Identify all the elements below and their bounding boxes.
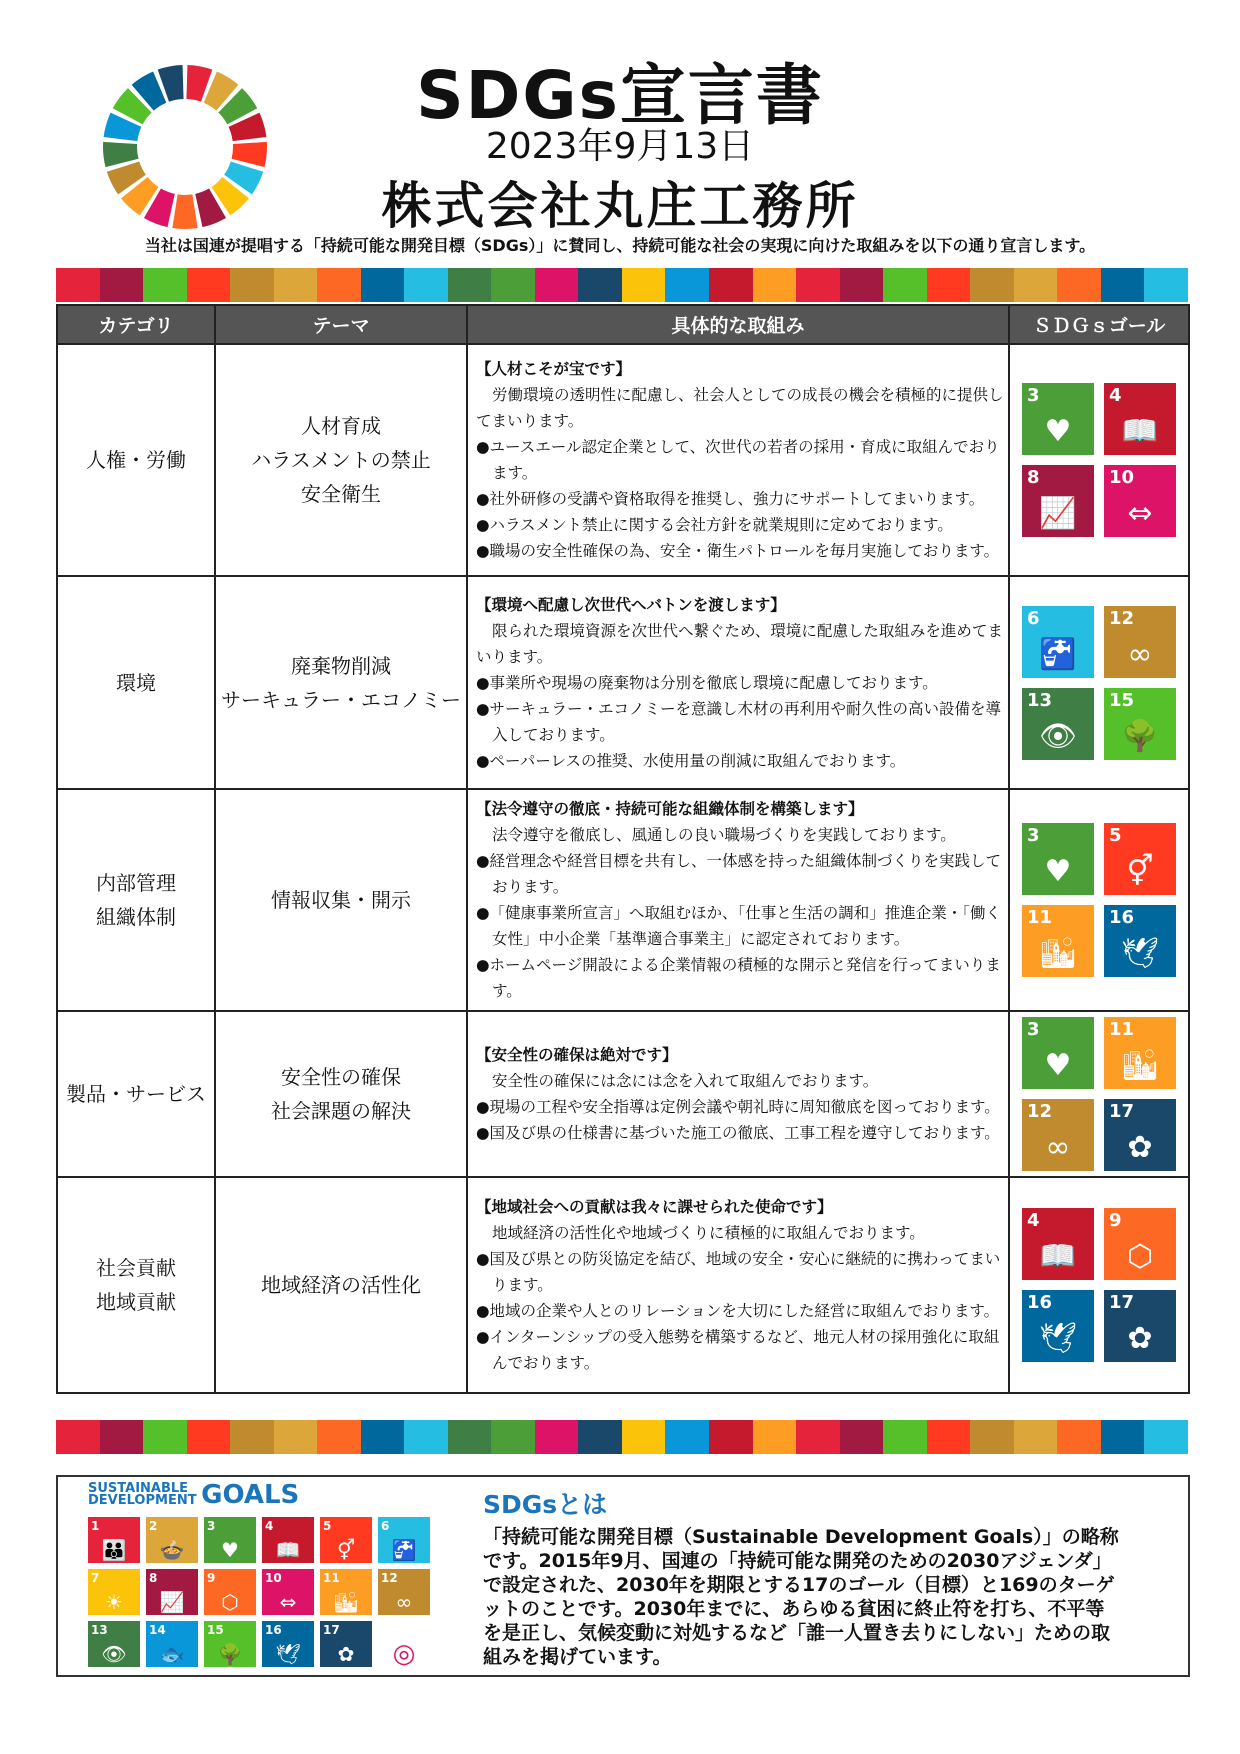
table-header-row <box>57 305 1189 344</box>
initiative-bullet: ●ペーパーレスの推奨、水使用量の削減に取組んでおります。 <box>476 751 906 770</box>
goals-cell <box>1009 576 1189 789</box>
sdg-goal-number: 10 <box>265 1571 282 1585</box>
initiative-bullet: ●職場の安全性確保の為、安全・衛生パトロールを毎月実施しております。 <box>476 542 1000 560</box>
stripe-block <box>796 268 840 302</box>
sdg-goal-15-icon <box>1104 688 1176 760</box>
sdg-goal-number: 15 <box>207 1623 224 1637</box>
sdg-goal-number: 6 <box>1027 607 1040 629</box>
sdg-goal-1-icon <box>88 1517 140 1563</box>
initiative-lead: 限られた環境資源を次世代へ繋ぐため、環境に配慮した取組みを進めてまいります。 <box>476 621 1003 666</box>
table-row <box>57 1011 1189 1177</box>
initiatives-cell <box>467 789 1009 1011</box>
sdg-goal-11-icon <box>1104 1017 1176 1089</box>
sdg-goal-number: 11 <box>323 1571 340 1585</box>
goal-icons <box>1011 1208 1187 1362</box>
stripe-block <box>709 1420 753 1454</box>
category-text: 人権・労働 <box>86 448 186 472</box>
sdg-goal-number: 9 <box>1109 1210 1122 1231</box>
sdg-goal-4-icon <box>1022 1208 1094 1280</box>
table-row <box>57 1177 1189 1393</box>
sdg-goal-11-icon <box>1022 905 1094 977</box>
sdg-goal-9-icon <box>1104 1208 1176 1280</box>
goal-icons <box>1011 823 1187 977</box>
initiative-heading: 【法令遵守の徹底・持続可能な組織体制を構築します】 <box>476 800 864 818</box>
company-name: 株式会社丸庄工務所 <box>381 177 859 235</box>
sdg-goal-number: 8 <box>1027 467 1040 488</box>
sdg-goal-symbol: 🐟 <box>159 1642 185 1666</box>
initiatives-cell <box>467 344 1009 576</box>
sdg-goal-10-icon <box>262 1569 314 1615</box>
stripe-block <box>1057 268 1101 302</box>
theme-cell <box>215 576 467 789</box>
stripe-block <box>56 268 100 302</box>
initiative-bullet: ●事業所や現場の廃棄物は分別を徹底し環境に配慮しております。 <box>476 673 938 692</box>
sdg-goal-symbol: ⇔ <box>279 1590 297 1614</box>
stripe-block <box>230 268 274 302</box>
stripe-block <box>883 268 927 302</box>
theme-text: サーキュラー・エコノミー <box>221 687 461 712</box>
category-cell <box>57 1011 215 1177</box>
stripe-block <box>187 1420 231 1454</box>
declaration-date: 2023年9月13日 <box>485 126 755 167</box>
stripe-block <box>1144 1420 1188 1454</box>
sdgs-body: 「持続可能な開発目標（Sustainable Development Goals）」の略称です。2015年9月、国連の「持続可能な開発のための2030アジェンダ」で設定された、2030年を期限とする17のゴール（目標）と169のターゲットのことです。2030年までに、あらゆる貧困に終止符を打ち、不平等を是正し、気候変動に対処するなど「誰一人置き去りにしない」ための取組みを掲げています。 <box>483 1526 1119 1668</box>
category-text: 組織体制 <box>96 905 176 929</box>
initiative-lead: 労働環境の透明性に配慮し、社会人としての成長の機会を積極的に提供してまいります。 <box>476 386 1004 430</box>
stripe-block <box>753 268 797 302</box>
stripe-block <box>578 1420 622 1454</box>
stripe-block <box>535 1420 579 1454</box>
goals-cell <box>1009 1177 1189 1393</box>
initiative-bullet: ●ホームページ開設による企業情報の積極的な開示と発信を行ってまいります。 <box>476 956 1001 1000</box>
stripe-block <box>230 1420 274 1454</box>
sdg-goal-number: 16 <box>265 1623 282 1637</box>
sdg-goal-4-icon <box>1104 383 1176 455</box>
stripe-block <box>883 1420 927 1454</box>
stripe-block <box>448 1420 492 1454</box>
stripe-block <box>100 268 144 302</box>
theme-text: 地域経済の活性化 <box>261 1273 421 1297</box>
sdg-goal-number: 7 <box>91 1571 100 1585</box>
sdg-goal-3-icon <box>1022 383 1094 455</box>
sdg-goal-number: 12 <box>1109 607 1135 629</box>
initiative-bullet: ●ハラスメント禁止に関する会社方針を就業規則に定めております。 <box>476 516 953 534</box>
sdg-goal-symbol: 👁 <box>101 1642 127 1666</box>
stripe-block <box>753 1420 797 1454</box>
initiative-lead: 地域経済の活性化や地域づくりに積極的に取組んでおります。 <box>492 1224 925 1242</box>
category-cell <box>57 789 215 1011</box>
sdg-goal-number: 1 <box>91 1519 100 1533</box>
sdg-goal-12-icon <box>378 1569 430 1615</box>
initiative-lead: 安全性の確保には念には念を入れて取組んでおります。 <box>492 1072 879 1090</box>
theme-text: 安全衛生 <box>301 482 381 506</box>
sdg-goal-7-icon <box>88 1569 140 1615</box>
sdg-goal-symbol: 🕊 <box>1120 936 1160 971</box>
theme-cell <box>215 344 467 576</box>
initiative-bullet: ●インターンシップの受入態勢を構築するなど、地元人材の採用強化に取組んでおります。 <box>476 1328 1000 1372</box>
stripe-block <box>1014 268 1058 302</box>
sdg-goal-17-icon <box>320 1621 372 1667</box>
sdg-goal-symbol: ✿ <box>337 1642 355 1666</box>
sdg-goal-symbol: ⇔ <box>1127 496 1153 531</box>
sdg-goal-symbol: 🚰 <box>1039 636 1077 672</box>
category-cell <box>57 576 215 789</box>
stripe-block <box>622 1420 666 1454</box>
sdg-goal-symbol: ♥ <box>1044 1048 1072 1083</box>
sdg-goal-symbol: ☀ <box>105 1590 123 1614</box>
sdg-goal-symbol: 👁 <box>1038 718 1078 754</box>
goal-icons <box>1011 1017 1187 1171</box>
wheel-segment <box>232 142 267 167</box>
sdg-goal-12-icon <box>1104 606 1176 678</box>
theme-text: 廃棄物削減 <box>291 653 391 678</box>
sdg-goal-number: 17 <box>1109 1292 1135 1313</box>
stripe-block <box>1014 1420 1058 1454</box>
sdg-goal-16-icon <box>1104 905 1176 977</box>
sdg-goal-number: 10 <box>1109 467 1135 488</box>
goals-cell <box>1009 789 1189 1011</box>
theme-cell <box>215 1177 467 1393</box>
theme-text: 社会課題の解決 <box>271 1099 411 1123</box>
header-theme: テーマ <box>215 305 467 344</box>
logo-line2: DEVELOPMENT <box>88 1493 197 1508</box>
sdg-goal-number: 13 <box>91 1623 108 1637</box>
sdg-goal-17-icon <box>1104 1099 1176 1171</box>
stripe-block <box>927 1420 971 1454</box>
stripe-block <box>796 1420 840 1454</box>
sdg-goal-6-icon <box>378 1517 430 1563</box>
theme-cell <box>215 789 467 1011</box>
stripe-block <box>840 268 884 302</box>
stripe-block <box>970 1420 1014 1454</box>
sdg-goal-symbol: 📖 <box>1121 414 1159 449</box>
sdg-goal-12-icon <box>1022 1099 1094 1171</box>
initiative-heading: 【環境へ配慮し次世代へバトンを渡します】 <box>476 595 786 614</box>
sdg-goal-17-icon <box>1104 1290 1176 1362</box>
initiative-bullet: ●「健康事業所宣言」へ取組むほか、「仕事と生活の調和」推進企業・「働く女性」中小企業「基準適合事業主」に認定されております。 <box>476 904 1002 948</box>
initiatives-cell <box>467 1177 1009 1393</box>
sdg-goal-number: 9 <box>207 1571 216 1585</box>
sdg-goal-14-icon <box>146 1621 198 1667</box>
stripe-block <box>274 268 318 302</box>
sdgs-description <box>483 1485 1123 1669</box>
sdg-goal-symbol: 📖 <box>1039 1239 1077 1274</box>
stripe-block <box>404 268 448 302</box>
sdg-goal-symbol: ✿ <box>1127 1321 1153 1356</box>
initiative-heading: 【地域社会への貢献は我々に課せられた使命です】 <box>476 1198 833 1216</box>
sdg-goal-symbol: ∞ <box>395 1590 413 1614</box>
sdg-goal-symbol: 📈 <box>159 1590 185 1614</box>
sdg-goal-symbol: 🏙 <box>1038 936 1078 971</box>
sdg-goal-symbol: 🍲 <box>159 1538 185 1562</box>
stripe-block <box>1057 1420 1101 1454</box>
sdg-goal-symbol: ⚥ <box>336 1538 356 1562</box>
stripe-block <box>317 1420 361 1454</box>
sdgs-wheel-icon <box>378 1621 430 1667</box>
sdg-goal-number: 5 <box>323 1519 332 1533</box>
sdg-goal-number: 3 <box>1027 825 1040 846</box>
sdg-goal-8-icon <box>146 1569 198 1615</box>
category-text: 社会貢献 <box>96 1256 176 1280</box>
initiative-lead: 法令遵守を徹底し、風通しの良い職場づくりを実践しております。 <box>492 826 956 844</box>
sdg-goal-15-icon <box>204 1621 256 1667</box>
category-text: 製品・サービス <box>66 1082 206 1106</box>
sdg-goal-number: 3 <box>207 1519 216 1533</box>
stripe-block <box>100 1420 144 1454</box>
sdgs-explanation-box <box>56 1475 1190 1677</box>
category-text: 環境 <box>116 670 156 695</box>
color-stripe-top <box>56 268 1188 302</box>
sdg-goal-symbol: ♥ <box>221 1538 239 1562</box>
stripe-block <box>709 268 753 302</box>
initiatives-cell <box>467 576 1009 789</box>
initiative-bullet: ●国及び県との防災協定を結び、地域の安全・安心に継続的に携わってまいります。 <box>476 1250 1001 1294</box>
sdg-goal-symbol: 🕊 <box>275 1642 301 1666</box>
logo-word: GOALS <box>201 1480 300 1510</box>
sdg-goal-symbol: ♥ <box>1044 414 1072 449</box>
theme-text: ハラスメントの禁止 <box>251 448 431 472</box>
table-row <box>57 789 1189 1011</box>
stripe-block <box>56 1420 100 1454</box>
sdg-goal-symbol: ⬡ <box>221 1590 239 1614</box>
logo-line1: SUSTAINABLE <box>88 1481 189 1496</box>
sdg-goal-number: 3 <box>1027 1019 1040 1040</box>
sdg-goal-number: 16 <box>1027 1292 1053 1313</box>
theme-text: 人材育成 <box>301 414 381 438</box>
sdg-goal-number: 4 <box>1109 385 1122 406</box>
sdg-goal-3-icon <box>204 1517 256 1563</box>
sdg-goal-number: 11 <box>1109 1019 1135 1040</box>
sdg-goal-5-icon <box>320 1517 372 1563</box>
sdg-goal-13-icon <box>1022 688 1094 760</box>
sdg-goal-16-icon <box>262 1621 314 1667</box>
initiative-bullet: ●社外研修の受講や資格取得を推奨し、強力にサポートしてまいります。 <box>476 490 985 508</box>
stripe-block <box>665 268 709 302</box>
all-goals-grid <box>88 1517 448 1667</box>
initiative-heading: 【人材こそが宝です】 <box>476 360 632 378</box>
stripe-block <box>840 1420 884 1454</box>
sdg-goal-number: 15 <box>1109 689 1135 711</box>
sdg-goal-number: 4 <box>1027 1210 1040 1231</box>
theme-cell <box>215 1011 467 1177</box>
stripe-block <box>448 268 492 302</box>
stripe-block <box>404 1420 448 1454</box>
stripe-block <box>578 268 622 302</box>
stripe-block <box>622 268 666 302</box>
stripe-block <box>491 268 535 302</box>
stripe-block <box>1101 1420 1145 1454</box>
page-title: SDGs宣言書 <box>416 57 824 134</box>
stripe-block <box>1144 268 1188 302</box>
category-text: 内部管理 <box>96 871 176 895</box>
stripe-block <box>274 1420 318 1454</box>
stripe-block <box>143 268 187 302</box>
initiative-bullet: ●ユースエール認定企業として、次世代の若者の採用・育成に取組んでおります。 <box>476 438 1000 482</box>
stripe-block <box>317 268 361 302</box>
sdg-goal-11-icon <box>320 1569 372 1615</box>
sdg-goal-number: 2 <box>149 1519 158 1533</box>
sdg-goal-number: 12 <box>1027 1101 1053 1122</box>
sdg-goal-symbol: ⚥ <box>1126 854 1154 889</box>
sdg-goal-10-icon <box>1104 465 1176 537</box>
stripe-block <box>187 268 231 302</box>
sdg-goal-number: 12 <box>381 1571 398 1585</box>
sdg-goal-number: 16 <box>1109 907 1135 928</box>
header-category: カテゴリ <box>57 305 215 344</box>
color-stripe-bottom <box>56 1420 1188 1454</box>
declaration-table <box>56 304 1190 1394</box>
sdgs-heading: SDGsとは <box>483 1490 608 1519</box>
sdgs-logo-text <box>88 1480 448 1510</box>
table-row <box>57 344 1189 576</box>
sdg-goal-symbol: 🏙 <box>1120 1048 1160 1083</box>
sdg-goal-9-icon <box>204 1569 256 1615</box>
goal-icons <box>1011 606 1187 760</box>
stripe-block <box>535 268 579 302</box>
stripe-block <box>1101 268 1145 302</box>
stripe-block <box>491 1420 535 1454</box>
sdg-goal-16-icon <box>1022 1290 1094 1362</box>
sdg-goal-symbol: 📖 <box>275 1538 301 1562</box>
sdg-goal-symbol: 🏙 <box>333 1590 359 1614</box>
sdg-goal-number: 8 <box>149 1571 158 1585</box>
sdg-goal-6-icon <box>1022 606 1094 678</box>
sdg-goal-number: 13 <box>1027 689 1053 711</box>
initiatives-cell <box>467 1011 1009 1177</box>
category-cell <box>57 344 215 576</box>
initiative-heading: 【安全性の確保は絶対です】 <box>476 1046 678 1064</box>
sdg-goal-number: 6 <box>381 1519 390 1533</box>
sdg-goal-symbol: 👪 <box>101 1538 127 1562</box>
initiative-bullet: ●経営理念や経営目標を共有し、一体感を持った組織体制づくりを実践しております。 <box>476 852 1002 896</box>
sdg-goal-symbol: ♥ <box>1044 854 1072 889</box>
category-cell <box>57 1177 215 1393</box>
wheel-symbol: ◎ <box>392 1639 416 1667</box>
sdg-goal-number: 3 <box>1027 385 1040 406</box>
stripe-block <box>665 1420 709 1454</box>
category-text: 地域貢献 <box>96 1290 176 1314</box>
sdgs-goals-poster <box>88 1480 448 1667</box>
sdg-goal-number: 17 <box>323 1623 340 1637</box>
header-initiatives: 具体的な取組み <box>467 305 1009 344</box>
initiative-bullet: ●現場の工程や安全指導は定例会議や朝礼時に周知徹底を図っております。 <box>476 1098 1000 1116</box>
sdg-goal-number: 4 <box>265 1519 274 1533</box>
sdg-goal-symbol: 🕊 <box>1038 1321 1078 1356</box>
sdg-goal-symbol: 🚰 <box>391 1538 417 1562</box>
sdg-goal-symbol: 🌳 <box>217 1642 243 1666</box>
initiative-bullet: ●国及び県の仕様書に基づいた施工の徹底、工事工程を遵守しております。 <box>476 1124 1000 1142</box>
initiative-bullet: ●サーキュラー・エコノミーを意識し木材の再利用や耐久性の高い設備を導入しております。 <box>476 699 1002 744</box>
stripe-block <box>927 268 971 302</box>
sdg-goal-symbol: ∞ <box>1045 1130 1071 1165</box>
table-row <box>57 576 1189 789</box>
stripe-block <box>361 268 405 302</box>
sdg-goal-symbol: ⬡ <box>1126 1239 1154 1274</box>
sdgs-wheel-logo <box>100 62 270 232</box>
goals-cell <box>1009 344 1189 576</box>
sdg-goal-3-icon <box>1022 1017 1094 1089</box>
goals-cell <box>1009 1011 1189 1177</box>
sdg-goal-number: 14 <box>149 1623 166 1637</box>
theme-text: 安全性の確保 <box>281 1065 401 1089</box>
stripe-block <box>970 268 1014 302</box>
sdg-goal-4-icon <box>262 1517 314 1563</box>
wheel-segment <box>103 142 138 167</box>
sdg-goal-2-icon <box>146 1517 198 1563</box>
sdg-goal-number: 5 <box>1109 825 1122 846</box>
sdg-goal-8-icon <box>1022 465 1094 537</box>
intro-text: 当社は国連が提唱する「持続可能な開発目標（SDGs）」に賛同し、持続可能な社会の実現に向けた取組みを以下の通り宣言します。 <box>144 236 1096 255</box>
stripe-block <box>143 1420 187 1454</box>
sdg-goal-symbol: 📈 <box>1039 496 1077 531</box>
sdg-goal-symbol: 🌳 <box>1121 718 1159 754</box>
sdg-goal-3-icon <box>1022 823 1094 895</box>
wheel-segment <box>172 194 197 229</box>
sdg-goal-number: 11 <box>1027 907 1053 928</box>
sdg-goal-5-icon <box>1104 823 1176 895</box>
sdg-goal-number: 17 <box>1109 1101 1135 1122</box>
stripe-block <box>361 1420 405 1454</box>
initiative-bullet: ●地域の企業や人とのリレーションを大切にした経営に取組んでおります。 <box>476 1302 1000 1320</box>
goal-icons <box>1011 383 1187 537</box>
sdg-goal-symbol: ∞ <box>1127 636 1153 672</box>
sdg-goal-13-icon <box>88 1621 140 1667</box>
header-sdgs-goals: ＳＤＧｓゴール <box>1009 305 1189 344</box>
sdg-goal-symbol: ✿ <box>1127 1130 1153 1165</box>
theme-text: 情報収集・開示 <box>271 888 411 912</box>
